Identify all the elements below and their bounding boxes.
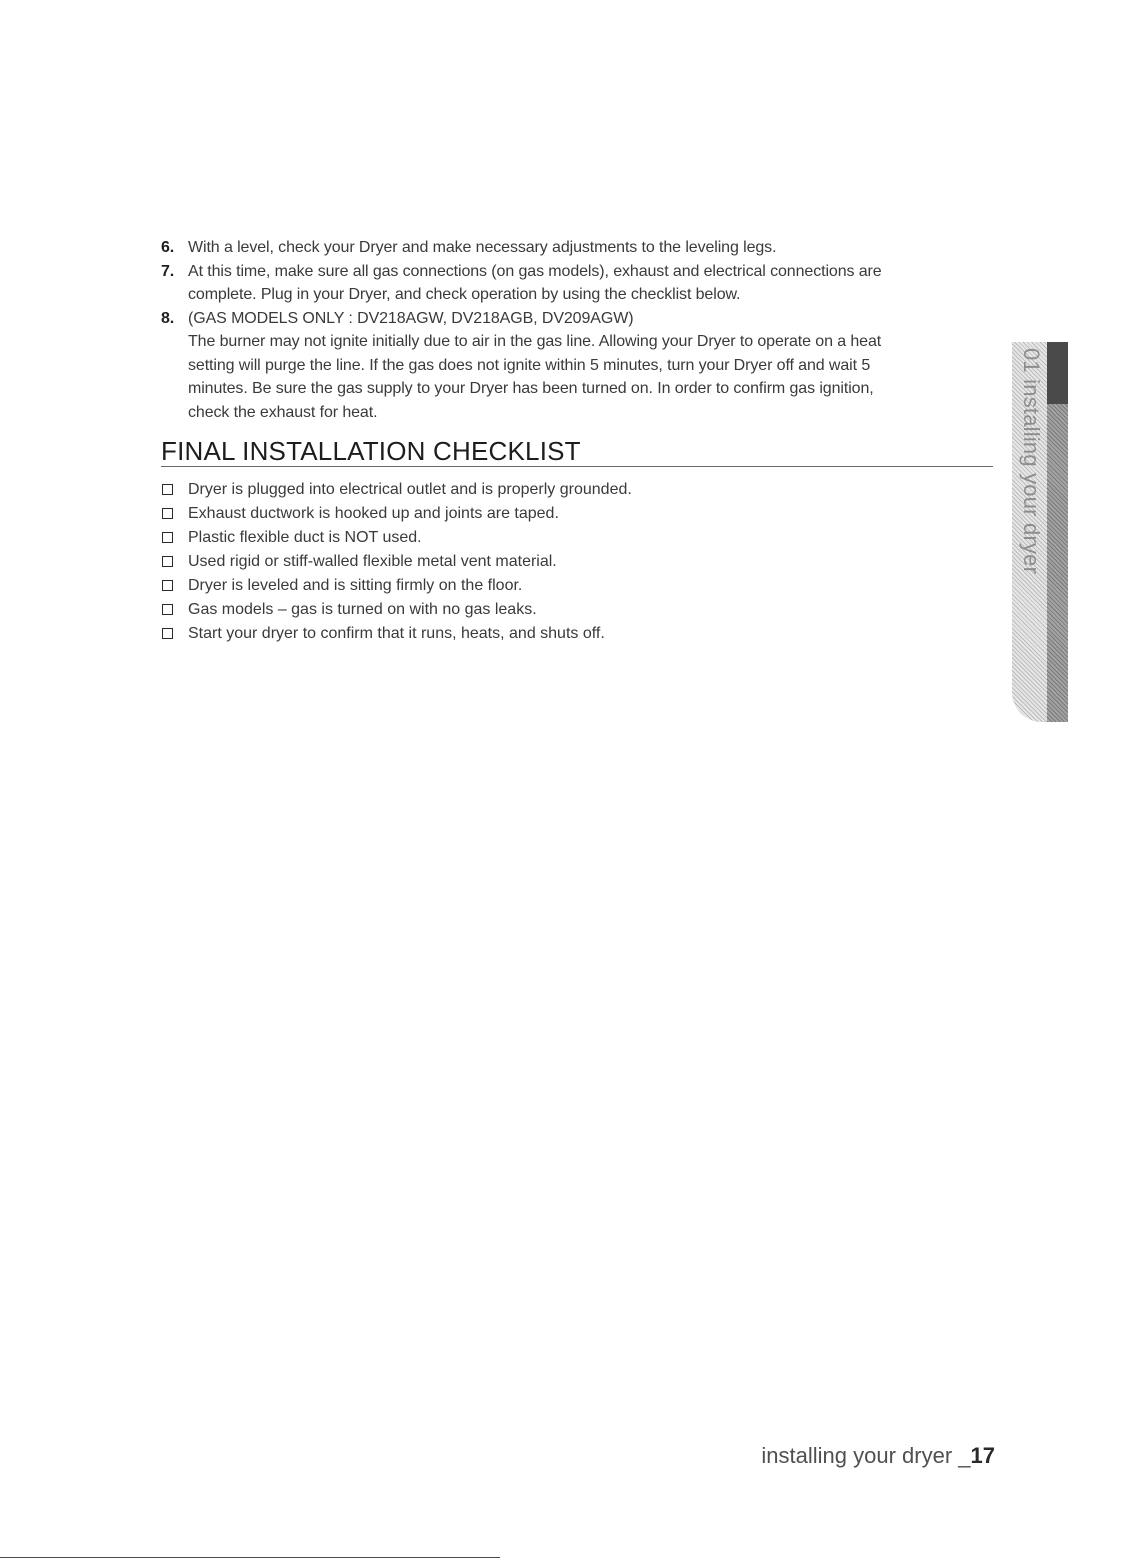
checkbox-icon <box>162 508 173 519</box>
page-number: 17 <box>970 1443 995 1468</box>
checklist-item <box>161 526 981 550</box>
step-item <box>161 236 991 260</box>
checklist-item <box>161 550 981 574</box>
checklist-item <box>161 478 981 502</box>
step-text-line: The burner may not ignite initially due to air in the gas line. Allowing your Dryer to operate on a heat <box>188 333 882 350</box>
checkbox-icon <box>162 556 173 567</box>
checkbox-icon <box>162 628 173 639</box>
checklist-item-text: Plastic flexible duct is NOT used. <box>188 529 422 546</box>
heading-divider <box>161 466 993 467</box>
checklist-heading: FINAL INSTALLATION CHECKLIST <box>161 436 581 466</box>
chapter-side-tab <box>1012 342 1068 722</box>
step-text-line: (GAS MODELS ONLY : DV218AGW, DV218AGB, DV209AGW) <box>188 309 634 327</box>
step-item <box>161 260 991 307</box>
bottom-divider <box>0 1557 500 1558</box>
side-tab-marker <box>1047 342 1068 404</box>
checklist-item-text: Used rigid or stiff-walled flexible metal vent material. <box>188 553 557 570</box>
footer-section-name: installing your dryer _ <box>761 1443 971 1468</box>
checklist-item <box>161 574 981 598</box>
checklist-item-text: Exhaust ductwork is hooked up and joints are taped. <box>188 505 559 522</box>
checkbox-icon <box>162 532 173 543</box>
checklist-item-text: Start your dryer to confirm that it runs, heats, and shuts off. <box>188 625 605 642</box>
checklist-item-text: Dryer is leveled and is sitting firmly on the floor. <box>188 577 523 594</box>
step-text-line: At this time, make sure all gas connections (on gas models), exhaust and electrical connections are <box>188 262 882 280</box>
step-text-line: setting will purge the line. If the gas does not ignite within 5 minutes, turn your Dryer off and wait 5 <box>188 356 871 374</box>
step-number: 6. <box>161 239 175 256</box>
checkbox-icon <box>162 604 173 615</box>
step-item <box>161 307 991 425</box>
final-installation-checklist <box>161 478 981 646</box>
checklist-item-text: Gas models – gas is turned on with no gas leaks. <box>188 601 537 618</box>
checklist-item <box>161 502 981 526</box>
checkbox-icon <box>162 484 173 495</box>
step-number: 8. <box>161 309 175 327</box>
checklist-item <box>161 622 981 646</box>
step-text-line: With a level, check your Dryer and make necessary adjustments to the leveling legs. <box>188 239 777 256</box>
step-text-line: minutes. Be sure the gas supply to your Dryer has been turned on. In order to confirm gas ignition, <box>188 380 874 397</box>
page-footer <box>761 1443 995 1469</box>
installation-steps <box>161 236 991 424</box>
checkbox-icon <box>162 580 173 591</box>
checklist-item-text: Dryer is plugged into electrical outlet and is properly grounded. <box>188 481 632 498</box>
step-text-line: check the exhaust for heat. <box>188 403 378 421</box>
side-tab-label: 01 installing your dryer <box>1019 348 1044 575</box>
checklist-item <box>161 598 981 622</box>
step-text-line: complete. Plug in your Dryer, and check operation by using the checklist below. <box>188 286 741 303</box>
step-number: 7. <box>161 262 175 280</box>
